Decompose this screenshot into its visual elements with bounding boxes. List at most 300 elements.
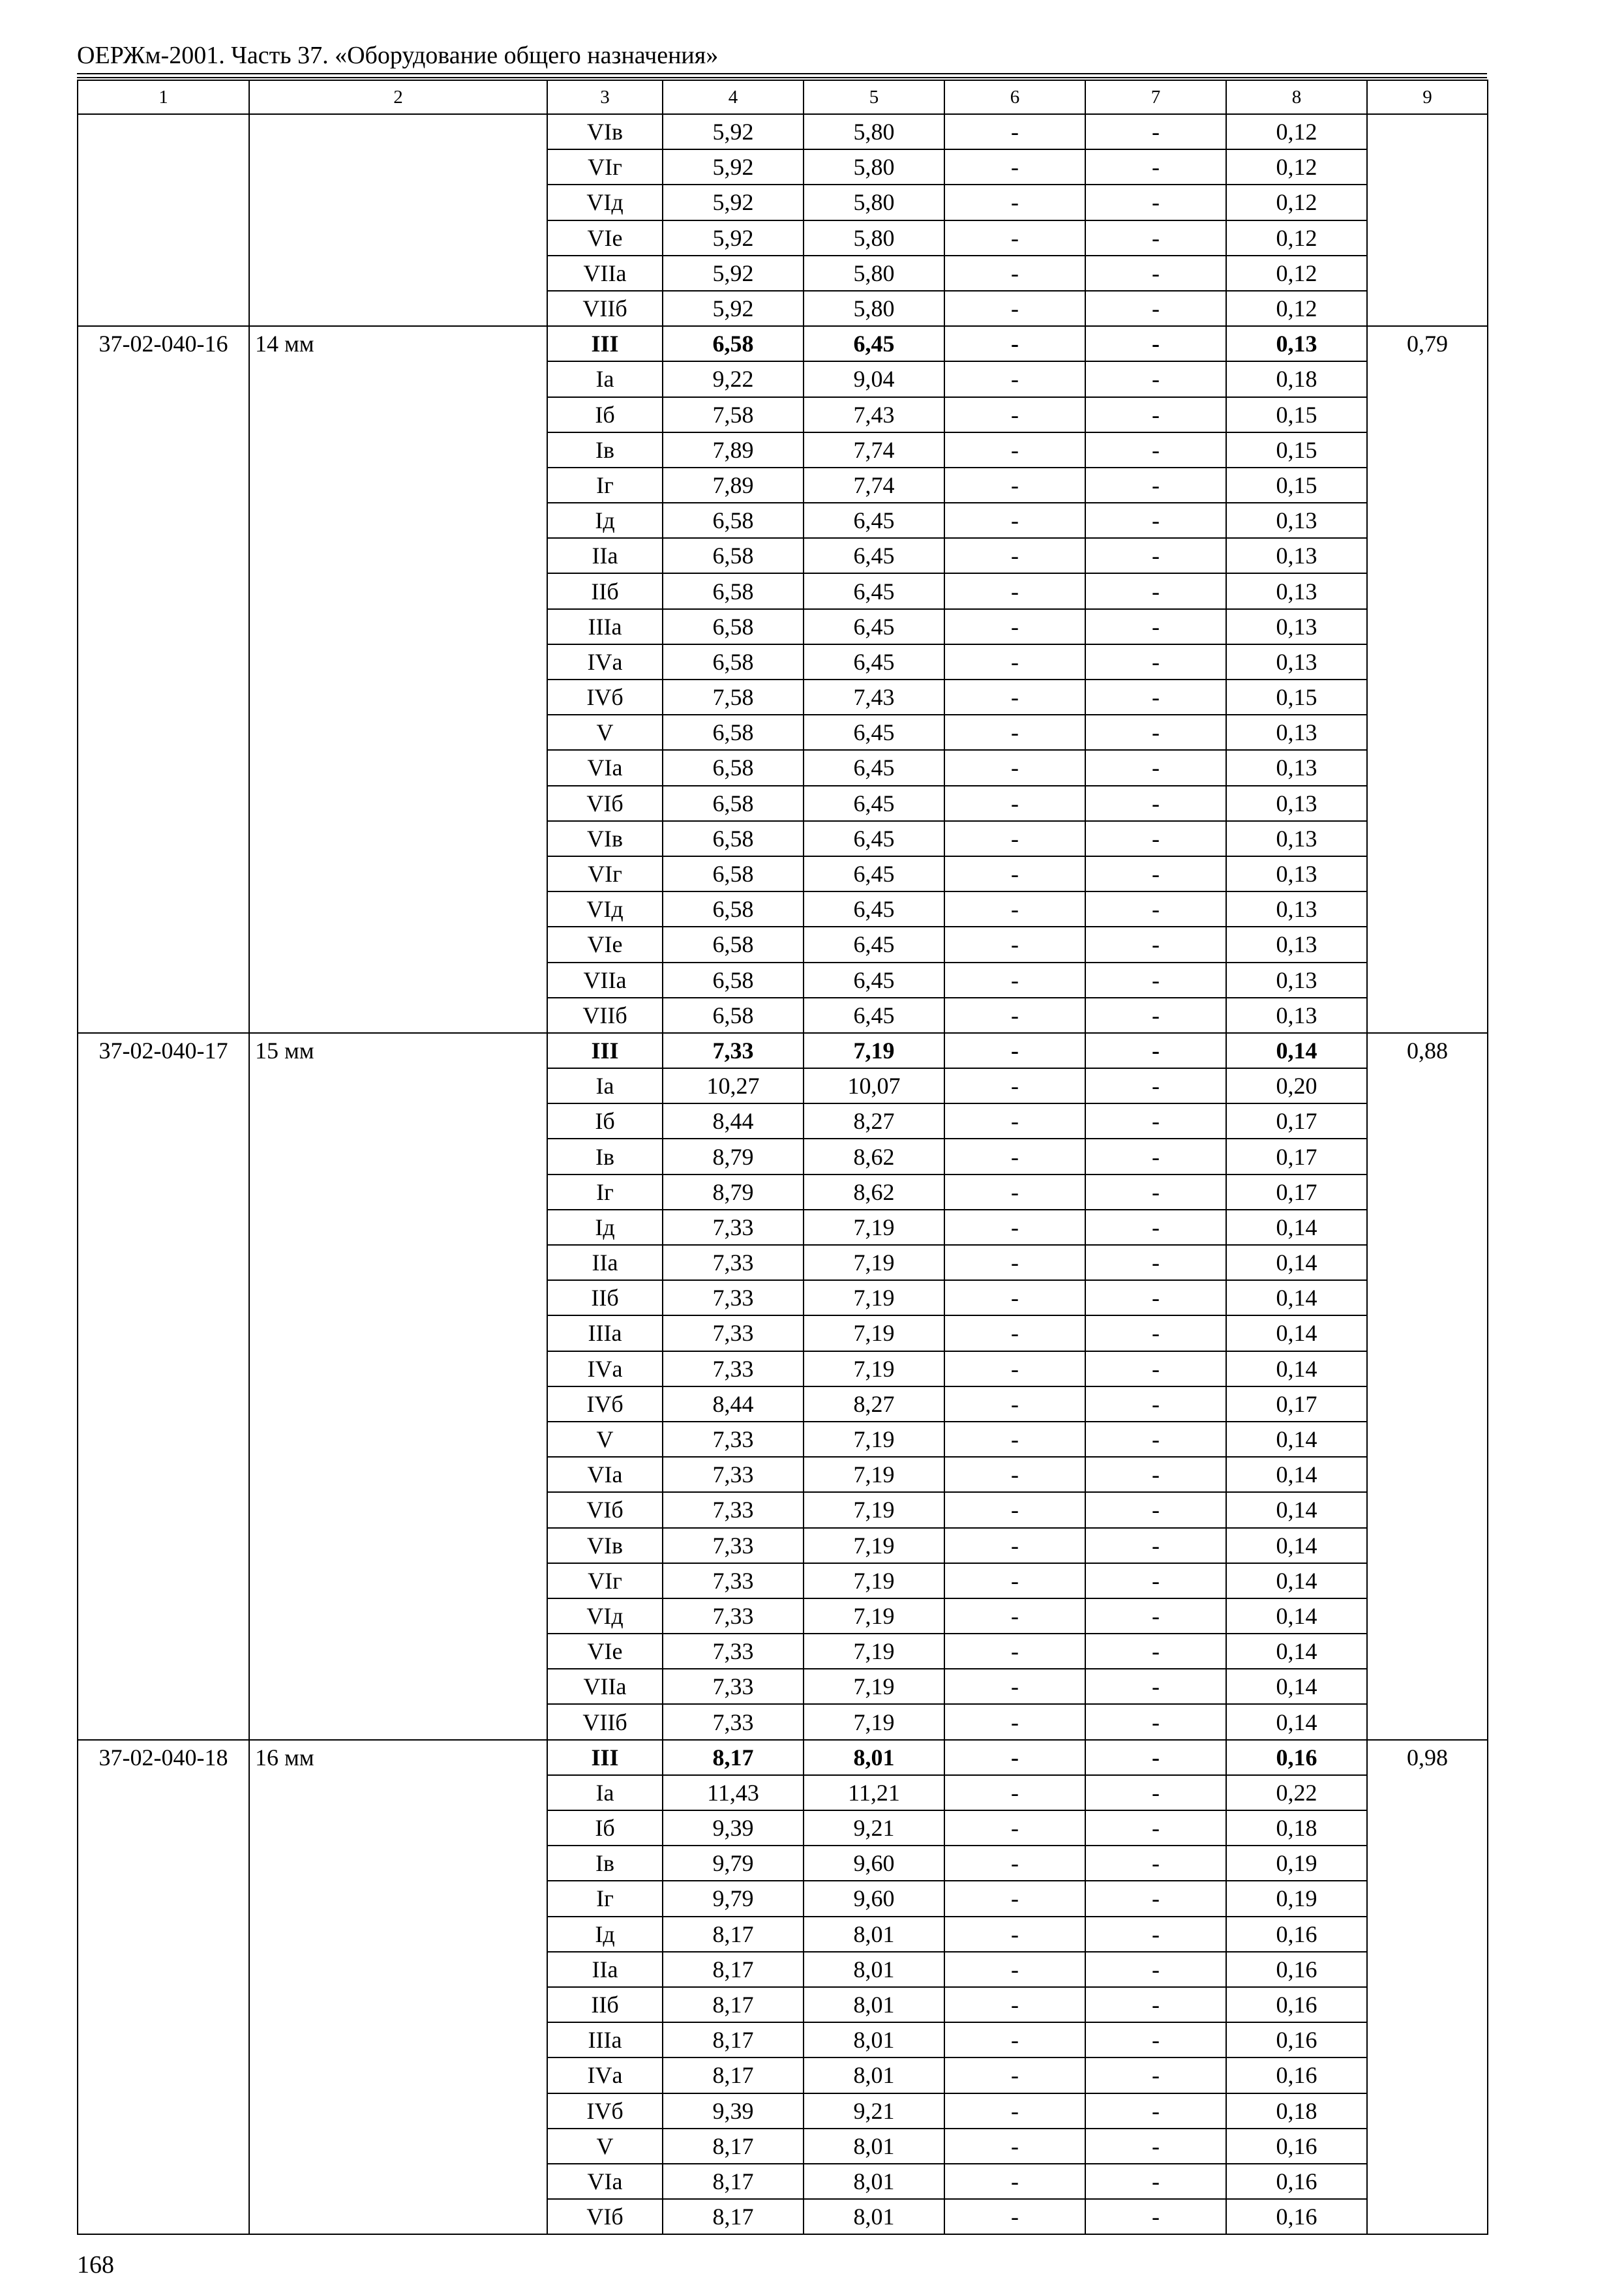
cell-c4: 7,33	[663, 1210, 804, 1245]
cell-c5: 8,01	[804, 2022, 944, 2057]
cell-c3: Iа	[547, 1775, 663, 1810]
cell-c4: 5,92	[663, 114, 804, 149]
cell-c4: 7,33	[663, 1422, 804, 1457]
cell-c3: Iд	[547, 1917, 663, 1952]
cell-c4: 6,58	[663, 538, 804, 573]
cell-c7: -	[1085, 821, 1226, 856]
cell-c7: -	[1085, 927, 1226, 962]
cell-c4: 7,89	[663, 468, 804, 503]
cell-c4: 5,92	[663, 291, 804, 326]
code-cell: 37-02-040-17	[78, 1033, 249, 1740]
cell-c8: 0,14	[1226, 1563, 1367, 1598]
cell-c6: -	[944, 998, 1085, 1033]
cell-c8: 0,16	[1226, 2022, 1367, 2057]
cell-c6: -	[944, 821, 1085, 856]
cell-c7: -	[1085, 1103, 1226, 1139]
cell-c6: -	[944, 1669, 1085, 1704]
cell-c5: 7,19	[804, 1351, 944, 1386]
cell-c5: 5,80	[804, 291, 944, 326]
cell-c5: 6,45	[804, 538, 944, 573]
cell-c8: 0,12	[1226, 149, 1367, 185]
page-header: ОЕРЖм-2001. Часть 37. «Оборудование общего назначения»	[77, 42, 719, 69]
cell-c7: -	[1085, 1704, 1226, 1739]
cell-c7: -	[1085, 1669, 1226, 1704]
cell-c4: 8,17	[663, 2164, 804, 2199]
cell-c7: -	[1085, 1740, 1226, 1775]
cell-c8: 0,16	[1226, 1987, 1367, 2022]
cell-c7: -	[1085, 1386, 1226, 1422]
cell-c3: VIг	[547, 149, 663, 185]
cell-c3: Iв	[547, 1846, 663, 1881]
cell-c3: VIб	[547, 1492, 663, 1527]
cell-c7: -	[1085, 149, 1226, 185]
cell-c5: 8,01	[804, 2199, 944, 2234]
cell-c6: -	[944, 786, 1085, 821]
rates-table	[77, 80, 1488, 2235]
cell-c4: 9,39	[663, 2093, 804, 2129]
cell-c4: 6,58	[663, 963, 804, 998]
cell-c5: 6,45	[804, 998, 944, 1033]
column-number: 2	[249, 80, 547, 114]
cell-c6: -	[944, 397, 1085, 432]
cell-c4: 6,58	[663, 998, 804, 1033]
cell-c5: 9,04	[804, 361, 944, 396]
cell-c4: 9,39	[663, 1810, 804, 1846]
cell-c4: 6,58	[663, 856, 804, 891]
cell-c5: 8,01	[804, 2164, 944, 2199]
cell-c5: 8,01	[804, 1952, 944, 1987]
cell-c4: 8,17	[663, 1987, 804, 2022]
cell-c6: -	[944, 963, 1085, 998]
cell-c3: IVб	[547, 2093, 663, 2129]
cell-c7: -	[1085, 1315, 1226, 1351]
cell-c8: 0,13	[1226, 573, 1367, 608]
cell-c3: Iб	[547, 1103, 663, 1139]
column-number: 6	[944, 80, 1085, 114]
code-cell: 37-02-040-18	[78, 1740, 249, 2235]
cell-c6: -	[944, 1598, 1085, 1634]
cell-c5: 9,21	[804, 1810, 944, 1846]
cell-c3: Iв	[547, 432, 663, 468]
cell-c4: 5,92	[663, 220, 804, 256]
cell-c8: 0,13	[1226, 963, 1367, 998]
table-row	[78, 1033, 1488, 1068]
cell-c6: -	[944, 609, 1085, 644]
cell-c6: -	[944, 644, 1085, 680]
cell-c7: -	[1085, 2022, 1226, 2057]
cell-c7: -	[1085, 750, 1226, 785]
cell-c5: 9,60	[804, 1846, 944, 1881]
name-cell: 14 мм	[249, 326, 547, 1033]
cell-c8: 0,15	[1226, 468, 1367, 503]
cell-c3: Iв	[547, 1139, 663, 1174]
cell-c6: -	[944, 326, 1085, 361]
cell-c8: 0,13	[1226, 927, 1367, 962]
cell-c5: 7,74	[804, 432, 944, 468]
cell-c6: -	[944, 1422, 1085, 1457]
cell-c4: 10,27	[663, 1068, 804, 1103]
cell-c5: 7,43	[804, 680, 944, 715]
cell-c8: 0,16	[1226, 2164, 1367, 2199]
table-row	[78, 1740, 1488, 1775]
cell-c5: 8,01	[804, 1740, 944, 1775]
cell-c3: Iд	[547, 503, 663, 538]
cell-c3: IVа	[547, 644, 663, 680]
cell-c5: 6,45	[804, 573, 944, 608]
cell-c7: -	[1085, 998, 1226, 1033]
cell-c8: 0,14	[1226, 1598, 1367, 1634]
cell-c4: 9,22	[663, 361, 804, 396]
cell-c6: -	[944, 185, 1085, 220]
cell-c3: V	[547, 1422, 663, 1457]
cell-c7: -	[1085, 291, 1226, 326]
cell-c4: 8,17	[663, 2057, 804, 2093]
cell-c4: 7,33	[663, 1280, 804, 1315]
cell-c3: IIа	[547, 1245, 663, 1280]
cell-c6: -	[944, 1386, 1085, 1422]
cell-c6: -	[944, 1245, 1085, 1280]
cell-c5: 7,19	[804, 1492, 944, 1527]
cell-c6: -	[944, 1740, 1085, 1775]
name-cell-empty	[249, 114, 547, 326]
cell-c4: 6,58	[663, 644, 804, 680]
cell-c3: IIIа	[547, 1315, 663, 1351]
cell-c7: -	[1085, 1881, 1226, 1916]
cell-c3: VIб	[547, 2199, 663, 2234]
cell-c3: Iа	[547, 361, 663, 396]
cell-c6: -	[944, 1280, 1085, 1315]
cell-c8: 0,14	[1226, 1315, 1367, 1351]
column-number: 7	[1085, 80, 1226, 114]
cell-c3: III	[547, 1740, 663, 1775]
cell-c5: 8,62	[804, 1139, 944, 1174]
cell-c4: 7,33	[663, 1634, 804, 1669]
cell-c3: IIб	[547, 1987, 663, 2022]
cell-c5: 7,19	[804, 1033, 944, 1068]
cell-c8: 0,19	[1226, 1881, 1367, 1916]
cell-c4: 6,58	[663, 821, 804, 856]
cell-c3: VIа	[547, 2164, 663, 2199]
col9-cell: 0,98	[1367, 1740, 1488, 2235]
cell-c7: -	[1085, 644, 1226, 680]
cell-c3: VIг	[547, 856, 663, 891]
cell-c3: Iд	[547, 1210, 663, 1245]
cell-c7: -	[1085, 891, 1226, 927]
cell-c3: VIIа	[547, 963, 663, 998]
cell-c7: -	[1085, 1139, 1226, 1174]
cell-c8: 0,16	[1226, 2199, 1367, 2234]
cell-c4: 7,33	[663, 1669, 804, 1704]
cell-c8: 0,16	[1226, 1917, 1367, 1952]
cell-c8: 0,13	[1226, 538, 1367, 573]
cell-c5: 7,19	[804, 1210, 944, 1245]
cell-c7: -	[1085, 2129, 1226, 2164]
cell-c7: -	[1085, 963, 1226, 998]
cell-c3: VIб	[547, 786, 663, 821]
cell-c3: VIа	[547, 1457, 663, 1492]
cell-c5: 5,80	[804, 256, 944, 291]
page-number: 168	[77, 2251, 114, 2279]
cell-c6: -	[944, 715, 1085, 750]
cell-c5: 8,01	[804, 2129, 944, 2164]
cell-c8: 0,18	[1226, 361, 1367, 396]
cell-c8: 0,14	[1226, 1528, 1367, 1563]
cell-c6: -	[944, 1704, 1085, 1739]
cell-c7: -	[1085, 1174, 1226, 1210]
cell-c4: 7,58	[663, 397, 804, 432]
cell-c8: 0,14	[1226, 1351, 1367, 1386]
cell-c8: 0,16	[1226, 2129, 1367, 2164]
cell-c8: 0,13	[1226, 326, 1367, 361]
table-row	[78, 326, 1488, 361]
cell-c8: 0,13	[1226, 856, 1367, 891]
cell-c6: -	[944, 1033, 1085, 1068]
cell-c4: 8,17	[663, 1740, 804, 1775]
cell-c4: 7,33	[663, 1563, 804, 1598]
cell-c3: VIа	[547, 750, 663, 785]
cell-c5: 6,45	[804, 963, 944, 998]
cell-c8: 0,12	[1226, 291, 1367, 326]
cell-c8: 0,13	[1226, 715, 1367, 750]
cell-c7: -	[1085, 1917, 1226, 1952]
cell-c5: 8,01	[804, 2057, 944, 2093]
cell-c7: -	[1085, 1598, 1226, 1634]
cell-c6: -	[944, 1634, 1085, 1669]
cell-c5: 5,80	[804, 114, 944, 149]
cell-c7: -	[1085, 1245, 1226, 1280]
cell-c6: -	[944, 256, 1085, 291]
cell-c4: 7,33	[663, 1704, 804, 1739]
cell-c3: Iг	[547, 1881, 663, 1916]
cell-c7: -	[1085, 680, 1226, 715]
cell-c6: -	[944, 2093, 1085, 2129]
cell-c5: 6,45	[804, 609, 944, 644]
cell-c7: -	[1085, 397, 1226, 432]
header-rule-secondary	[77, 77, 1487, 78]
cell-c8: 0,16	[1226, 1952, 1367, 1987]
cell-c6: -	[944, 1068, 1085, 1103]
cell-c4: 8,17	[663, 1917, 804, 1952]
cell-c8: 0,12	[1226, 256, 1367, 291]
cell-c3: IIб	[547, 573, 663, 608]
cell-c4: 6,58	[663, 715, 804, 750]
cell-c7: -	[1085, 1492, 1226, 1527]
cell-c4: 8,44	[663, 1386, 804, 1422]
cell-c3: IIб	[547, 1280, 663, 1315]
col9-cell: 0,88	[1367, 1033, 1488, 1740]
cell-c6: -	[944, 1457, 1085, 1492]
cell-c4: 8,17	[663, 2199, 804, 2234]
column-number: 8	[1226, 80, 1367, 114]
cell-c4: 9,79	[663, 1846, 804, 1881]
cell-c8: 0,12	[1226, 220, 1367, 256]
cell-c3: Iа	[547, 1068, 663, 1103]
cell-c8: 0,14	[1226, 1210, 1367, 1245]
cell-c5: 7,19	[804, 1669, 944, 1704]
cell-c7: -	[1085, 1068, 1226, 1103]
cell-c6: -	[944, 1846, 1085, 1881]
cell-c5: 7,74	[804, 468, 944, 503]
cell-c7: -	[1085, 609, 1226, 644]
cell-c3: V	[547, 2129, 663, 2164]
cell-c6: -	[944, 1952, 1085, 1987]
cell-c5: 7,19	[804, 1634, 944, 1669]
cell-c4: 7,33	[663, 1492, 804, 1527]
cell-c6: -	[944, 468, 1085, 503]
cell-c6: -	[944, 1528, 1085, 1563]
cell-c3: IVб	[547, 1386, 663, 1422]
cell-c6: -	[944, 750, 1085, 785]
cell-c8: 0,14	[1226, 1634, 1367, 1669]
cell-c7: -	[1085, 1422, 1226, 1457]
cell-c5: 7,19	[804, 1245, 944, 1280]
cell-c5: 6,45	[804, 891, 944, 927]
cell-c7: -	[1085, 1810, 1226, 1846]
cell-c5: 8,62	[804, 1174, 944, 1210]
cell-c7: -	[1085, 856, 1226, 891]
cell-c6: -	[944, 114, 1085, 149]
name-cell: 15 мм	[249, 1033, 547, 1740]
cell-c3: VIв	[547, 114, 663, 149]
cell-c8: 0,18	[1226, 1810, 1367, 1846]
cell-c5: 8,01	[804, 1917, 944, 1952]
cell-c4: 5,92	[663, 256, 804, 291]
code-cell: 37-02-040-16	[78, 326, 249, 1033]
cell-c7: -	[1085, 538, 1226, 573]
cell-c8: 0,13	[1226, 786, 1367, 821]
cell-c6: -	[944, 2057, 1085, 2093]
cell-c6: -	[944, 680, 1085, 715]
cell-c7: -	[1085, 1987, 1226, 2022]
cell-c6: -	[944, 2022, 1085, 2057]
cell-c8: 0,12	[1226, 185, 1367, 220]
cell-c7: -	[1085, 1634, 1226, 1669]
cell-c4: 5,92	[663, 149, 804, 185]
cell-c8: 0,15	[1226, 680, 1367, 715]
cell-c6: -	[944, 1351, 1085, 1386]
cell-c8: 0,20	[1226, 1068, 1367, 1103]
cell-c6: -	[944, 1987, 1085, 2022]
cell-c5: 9,60	[804, 1881, 944, 1916]
cell-c3: VIе	[547, 1634, 663, 1669]
column-number: 1	[78, 80, 249, 114]
cell-c5: 6,45	[804, 750, 944, 785]
cell-c4: 7,33	[663, 1598, 804, 1634]
column-number: 3	[547, 80, 663, 114]
cell-c8: 0,16	[1226, 2057, 1367, 2093]
cell-c4: 7,33	[663, 1528, 804, 1563]
cell-c7: -	[1085, 503, 1226, 538]
cell-c6: -	[944, 1210, 1085, 1245]
cell-c5: 6,45	[804, 326, 944, 361]
cell-c6: -	[944, 538, 1085, 573]
cell-c8: 0,13	[1226, 998, 1367, 1033]
cell-c5: 7,19	[804, 1280, 944, 1315]
cell-c7: -	[1085, 432, 1226, 468]
cell-c7: -	[1085, 1210, 1226, 1245]
header-rule	[77, 73, 1487, 74]
cell-c8: 0,22	[1226, 1775, 1367, 1810]
cell-c5: 6,45	[804, 821, 944, 856]
cell-c8: 0,12	[1226, 114, 1367, 149]
cell-c7: -	[1085, 2093, 1226, 2129]
cell-c5: 8,01	[804, 1987, 944, 2022]
cell-c4: 6,58	[663, 927, 804, 962]
cell-c6: -	[944, 1174, 1085, 1210]
cell-c7: -	[1085, 1563, 1226, 1598]
cell-c3: VIIб	[547, 1704, 663, 1739]
cell-c6: -	[944, 2129, 1085, 2164]
cell-c8: 0,14	[1226, 1492, 1367, 1527]
cell-c6: -	[944, 1881, 1085, 1916]
cell-c4: 6,58	[663, 786, 804, 821]
cell-c7: -	[1085, 1528, 1226, 1563]
cell-c3: IVа	[547, 2057, 663, 2093]
cell-c6: -	[944, 149, 1085, 185]
cell-c4: 6,58	[663, 750, 804, 785]
cell-c6: -	[944, 2199, 1085, 2234]
table-body	[78, 80, 1488, 2234]
cell-c5: 8,27	[804, 1386, 944, 1422]
cell-c5: 6,45	[804, 644, 944, 680]
cell-c7: -	[1085, 220, 1226, 256]
cell-c4: 7,33	[663, 1033, 804, 1068]
cell-c3: IVа	[547, 1351, 663, 1386]
cell-c4: 8,17	[663, 2129, 804, 2164]
cell-c8: 0,13	[1226, 891, 1367, 927]
cell-c8: 0,14	[1226, 1457, 1367, 1492]
cell-c6: -	[944, 891, 1085, 927]
cell-c6: -	[944, 1810, 1085, 1846]
column-number: 4	[663, 80, 804, 114]
cell-c5: 7,19	[804, 1315, 944, 1351]
cell-c3: VIд	[547, 891, 663, 927]
cell-c4: 6,58	[663, 609, 804, 644]
cell-c6: -	[944, 1492, 1085, 1527]
cell-c5: 11,21	[804, 1775, 944, 1810]
cell-c4: 7,33	[663, 1315, 804, 1351]
cell-c8: 0,13	[1226, 609, 1367, 644]
cell-c7: -	[1085, 1457, 1226, 1492]
cell-c7: -	[1085, 1952, 1226, 1987]
cell-c5: 7,19	[804, 1422, 944, 1457]
cell-c3: VIд	[547, 1598, 663, 1634]
cell-c8: 0,19	[1226, 1846, 1367, 1881]
cell-c7: -	[1085, 2164, 1226, 2199]
cell-c3: VIв	[547, 1528, 663, 1563]
cell-c6: -	[944, 856, 1085, 891]
col9-cell: 0,79	[1367, 326, 1488, 1033]
cell-c3: VIв	[547, 821, 663, 856]
cell-c7: -	[1085, 1280, 1226, 1315]
cell-c8: 0,13	[1226, 644, 1367, 680]
column-number-row	[78, 80, 1488, 114]
cell-c5: 10,07	[804, 1068, 944, 1103]
cell-c4: 8,44	[663, 1103, 804, 1139]
cell-c5: 6,45	[804, 503, 944, 538]
cell-c7: -	[1085, 1846, 1226, 1881]
cell-c3: VIIб	[547, 291, 663, 326]
cell-c4: 6,58	[663, 891, 804, 927]
cell-c4: 6,58	[663, 503, 804, 538]
cell-c6: -	[944, 1917, 1085, 1952]
cell-c7: -	[1085, 1775, 1226, 1810]
cell-c7: -	[1085, 256, 1226, 291]
code-cell-empty	[78, 114, 249, 326]
cell-c5: 6,45	[804, 715, 944, 750]
cell-c3: VIд	[547, 185, 663, 220]
cell-c4: 7,33	[663, 1457, 804, 1492]
